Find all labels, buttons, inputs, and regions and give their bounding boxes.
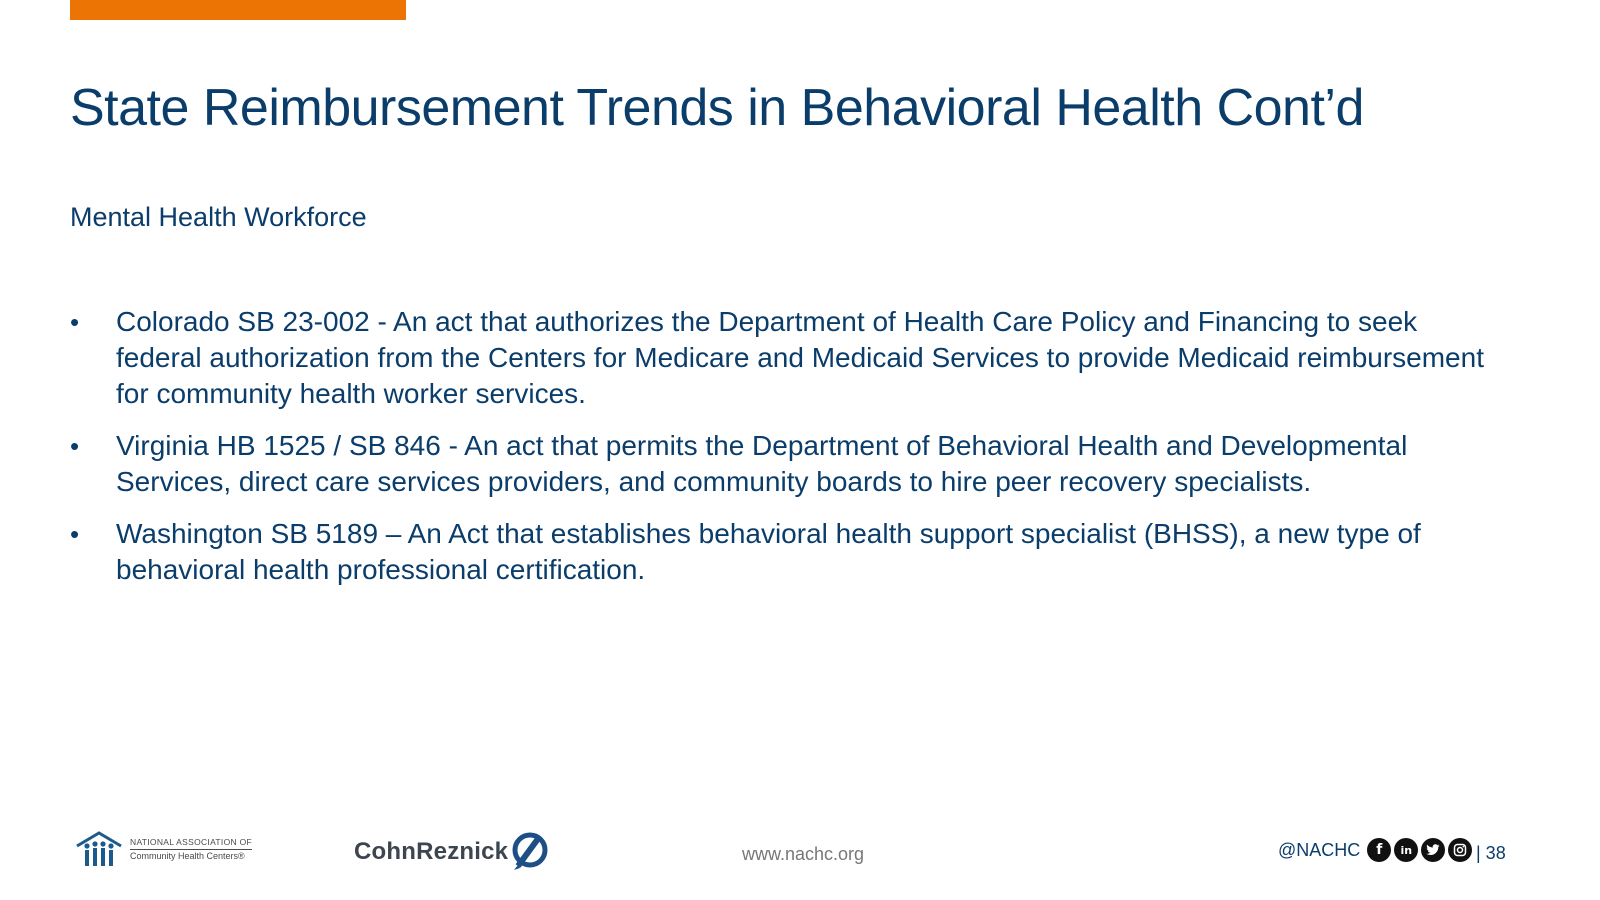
nachc-logo-line2: Community Health Centers® (130, 851, 245, 862)
bullet-dot-icon: • (70, 307, 80, 337)
cohnreznick-logo-text: CohnReznick (354, 838, 509, 865)
slide-subtitle: Mental Health Workforce (70, 202, 367, 232)
bullet-item (70, 304, 1510, 412)
accent-bar (70, 0, 406, 20)
social-links (1278, 838, 1472, 862)
bullet-dot-icon: • (70, 431, 80, 461)
bullet-item (70, 428, 1510, 500)
linkedin-icon[interactable]: in (1394, 838, 1418, 862)
nachc-logo (74, 828, 254, 872)
bullet-text: Washington SB 5189 – An Act that establishes behavioral health support specialist (BHSS), a new type of behavioral health professional certification. (116, 518, 1421, 585)
slide-title: State Reimbursement Trends in Behavioral Health Cont’d (70, 79, 1364, 137)
page-number: | 38 (1476, 843, 1506, 863)
bullet-list (70, 304, 1510, 604)
cohnreznick-logo (354, 832, 550, 872)
cohnreznick-mark-icon (508, 832, 550, 872)
bullet-dot-icon: • (70, 519, 80, 549)
bullet-text: Colorado SB 23-002 - An act that authorizes the Department of Health Care Policy and Financing to seek federal authorization from the Centers for Medicare and Medicaid Services to provide Medicaid reimbursement for community health worker services. (116, 306, 1484, 409)
nachc-logo-line1: NATIONAL ASSOCIATION OF (130, 836, 252, 847)
facebook-icon[interactable]: f (1367, 838, 1391, 862)
website-link[interactable]: www.nachc.org (742, 844, 865, 864)
nachc-logo-rule (130, 849, 252, 850)
nachc-house-icon (74, 830, 124, 870)
twitter-icon[interactable] (1421, 838, 1445, 862)
bullet-text: Virginia HB 1525 / SB 846 - An act that permits the Department of Behavioral Health and Developmental Services, direct care services providers, and community boards to hire peer recovery specialists. (116, 430, 1408, 497)
bullet-item (70, 516, 1510, 588)
instagram-icon[interactable] (1448, 838, 1472, 862)
social-handle[interactable]: @NACHC (1278, 839, 1361, 860)
